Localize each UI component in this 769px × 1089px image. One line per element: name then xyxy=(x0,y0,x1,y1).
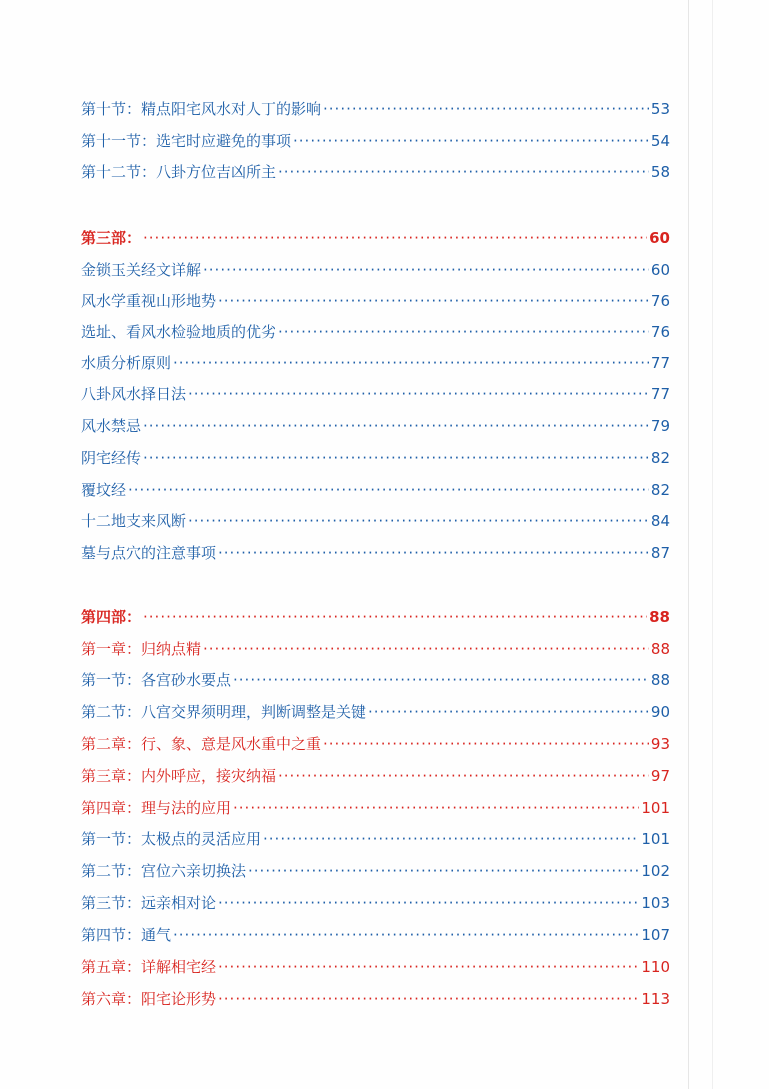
toc-entry-page: 77 xyxy=(650,354,670,372)
toc-entry-page: 79 xyxy=(650,417,670,435)
toc-entry-page: 82 xyxy=(650,481,670,499)
dot-leader xyxy=(188,509,649,533)
toc-entry-page: 87 xyxy=(650,544,670,562)
toc-entry xyxy=(81,637,670,661)
toc-entry xyxy=(81,320,670,344)
toc-entry-title: 覆坟经 xyxy=(81,481,127,499)
toc-entry-page: 76 xyxy=(650,323,670,341)
toc-entry xyxy=(81,859,670,883)
page-edge-line xyxy=(712,0,713,1089)
toc-entry-page: 88 xyxy=(650,671,670,689)
dot-leader xyxy=(233,668,649,692)
dot-leader xyxy=(218,541,649,565)
toc-entry-title: 第二章：行、象、意是风水重中之重 xyxy=(81,735,322,753)
toc-entry xyxy=(81,987,670,1011)
toc-entry xyxy=(81,796,670,820)
part-heading xyxy=(81,226,670,250)
toc-entry-title: 第十一节：选宅时应避免的事项 xyxy=(81,132,292,150)
toc-entry-title: 风水学重视山形地势 xyxy=(81,292,217,310)
toc-entry-page: 113 xyxy=(641,990,670,1008)
dot-leader xyxy=(173,923,639,947)
dot-leader xyxy=(323,732,649,756)
toc-entry-page: 54 xyxy=(650,132,670,150)
toc-entry-title: 阴宅经传 xyxy=(81,449,142,467)
dot-leader xyxy=(203,258,649,282)
toc-entry-title: 第十二节：八卦方位吉凶所主 xyxy=(81,163,277,181)
toc-entry xyxy=(81,541,670,565)
toc-entry xyxy=(81,509,670,533)
toc-entry-page: 90 xyxy=(650,703,670,721)
toc-entry-title: 选址、看风水检验地质的优劣 xyxy=(81,323,277,341)
toc-entry-title: 水质分析原则 xyxy=(81,354,172,372)
toc-entry-title: 第二节：八宫交界须明理，判断调整是关键 xyxy=(81,703,367,721)
dot-leader xyxy=(218,891,639,915)
toc-entry-title: 第一节：太极点的灵活应用 xyxy=(81,830,262,848)
toc-entry-page: 110 xyxy=(641,958,670,976)
dot-leader xyxy=(218,289,649,313)
toc-entry-page: 60 xyxy=(650,261,670,279)
part-heading-page: 88 xyxy=(649,608,670,626)
dot-leader xyxy=(293,129,649,153)
toc-entry-page: 77 xyxy=(650,385,670,403)
part-heading-title: 第三部： xyxy=(81,229,142,247)
toc-entry xyxy=(81,923,670,947)
toc-entry-page: 101 xyxy=(641,799,670,817)
toc-entry xyxy=(81,129,670,153)
toc-entry-title: 墓与点穴的注意事项 xyxy=(81,544,217,562)
toc-entry xyxy=(81,478,670,502)
toc-entry xyxy=(81,891,670,915)
toc-entry-page: 97 xyxy=(650,767,670,785)
toc-entry xyxy=(81,446,670,470)
toc-entry-title: 第三章：内外呼应，接灾纳福 xyxy=(81,767,277,785)
toc-entry xyxy=(81,351,670,375)
toc-entry-title: 风水禁忌 xyxy=(81,417,142,435)
toc-entry-title: 金锁玉关经文详解 xyxy=(81,261,202,279)
dot-leader xyxy=(143,446,649,470)
dot-leader xyxy=(203,637,649,661)
toc-entry-title: 第五章：详解相宅经 xyxy=(81,958,217,976)
toc-entry xyxy=(81,700,670,724)
toc-entry xyxy=(81,955,670,979)
toc-entry-title: 十二地支来风断 xyxy=(81,512,187,530)
toc-entry-page: 93 xyxy=(650,735,670,753)
dot-leader xyxy=(188,382,649,406)
dot-leader xyxy=(143,414,649,438)
dot-leader xyxy=(368,700,649,724)
toc-entry-title: 第一章：归纳点精 xyxy=(81,640,202,658)
dot-leader xyxy=(143,226,647,250)
toc-entry xyxy=(81,382,670,406)
toc-entry xyxy=(81,414,670,438)
toc-entry-page: 53 xyxy=(650,100,670,118)
toc-entry xyxy=(81,289,670,313)
dot-leader xyxy=(143,605,647,629)
dot-leader xyxy=(233,796,639,820)
toc-entry-page: 84 xyxy=(650,512,670,530)
toc-entry-page: 82 xyxy=(650,449,670,467)
toc-entry xyxy=(81,668,670,692)
dot-leader xyxy=(278,160,649,184)
dot-leader xyxy=(248,859,639,883)
toc-entry-page: 102 xyxy=(641,862,670,880)
toc-entry-title: 第六章：阳宅论形势 xyxy=(81,990,217,1008)
toc-entry-page: 107 xyxy=(641,926,670,944)
toc-entry-title: 第十节：精点阳宅风水对人丁的影响 xyxy=(81,100,322,118)
toc-entry-title: 第四章：理与法的应用 xyxy=(81,799,232,817)
toc-entry xyxy=(81,827,670,851)
toc-entry-page: 88 xyxy=(650,640,670,658)
toc-entry xyxy=(81,764,670,788)
dot-leader xyxy=(173,351,649,375)
dot-leader xyxy=(323,97,649,121)
toc-entry-page: 103 xyxy=(641,894,670,912)
toc-entry-page: 58 xyxy=(650,163,670,181)
toc-entry xyxy=(81,732,670,756)
toc-entry-title: 第一节：各宫砂水要点 xyxy=(81,671,232,689)
toc-entry-page: 101 xyxy=(641,830,670,848)
part-heading-page: 60 xyxy=(649,229,670,247)
toc-entry xyxy=(81,97,670,121)
toc-entry-title: 第四节：通气 xyxy=(81,926,172,944)
toc-entry-page: 76 xyxy=(650,292,670,310)
dot-leader xyxy=(278,320,649,344)
toc-entry xyxy=(81,160,670,184)
part-heading-title: 第四部： xyxy=(81,608,142,626)
page-edge-line xyxy=(688,0,689,1089)
toc-entry-title: 第三节：远亲相对论 xyxy=(81,894,217,912)
dot-leader xyxy=(278,764,649,788)
toc-entry xyxy=(81,258,670,282)
dot-leader xyxy=(218,987,639,1011)
toc-entry-title: 八卦风水择日法 xyxy=(81,385,187,403)
dot-leader xyxy=(128,478,649,502)
dot-leader xyxy=(218,955,639,979)
toc-entry-title: 第二节：宫位六亲切换法 xyxy=(81,862,247,880)
dot-leader xyxy=(263,827,639,851)
part-heading xyxy=(81,605,670,629)
